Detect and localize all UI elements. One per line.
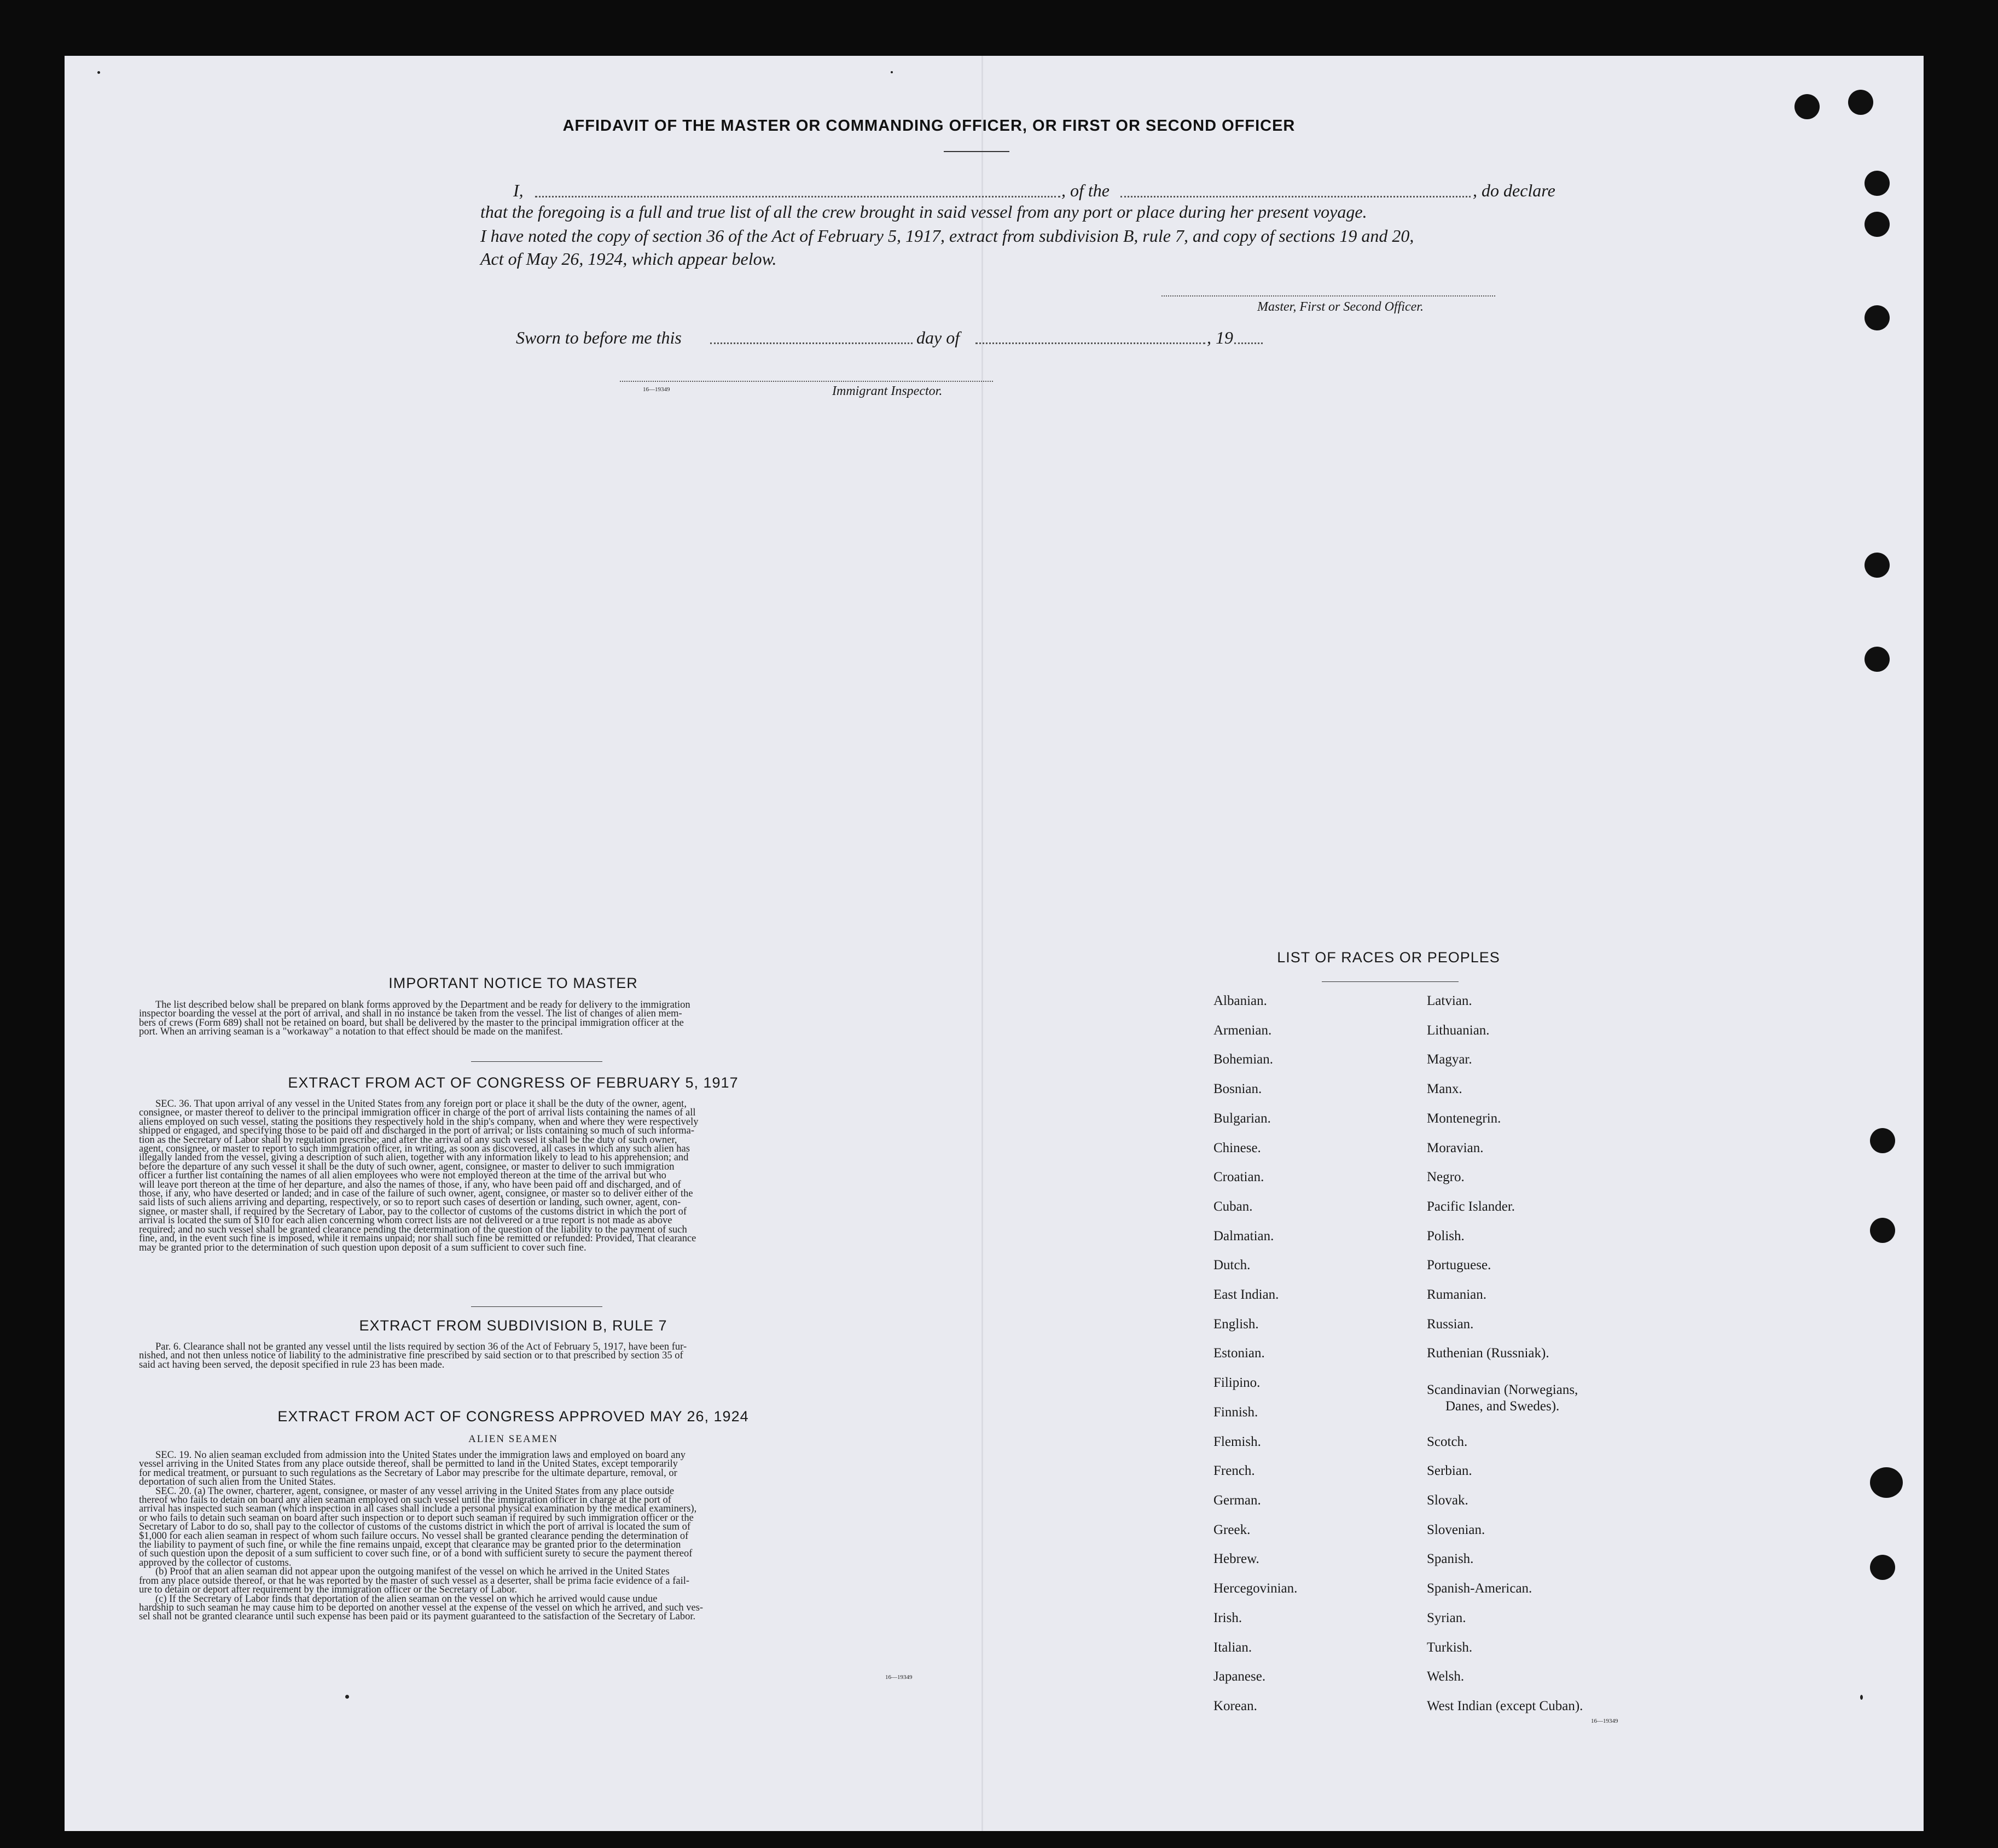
race-left: Bosnian. xyxy=(1213,1082,1262,1096)
scan-speck xyxy=(345,1695,349,1699)
extract-1917-line: SEC. 36. That upon arrival of any vessel in the United States from any foreign port or place it shall be the duty of the owner, agent, xyxy=(155,1099,687,1109)
extract-1917-line: shipped or engaged, and specifying those to be paid off and discharged in the port of arrival; or lists containing so much of such informa- xyxy=(139,1125,695,1137)
extract-rule7-line: nished, and not then unless notice of liability to the administrative fine prescribed by said section or to that prescribed by section 35 of xyxy=(139,1350,683,1362)
race-right: Moravian. xyxy=(1427,1141,1484,1155)
extract-1924-line: for medical treatment, or pursuant to such regulations as the Secretary of Labor may prescribe for the ultimate departure, removal, or xyxy=(139,1467,677,1479)
race-right: Negro. xyxy=(1427,1170,1465,1184)
race-left: Estonian. xyxy=(1213,1346,1265,1361)
races-title: LIST OF RACES OR PEOPLES xyxy=(1277,949,1500,966)
affidavit-line-4: Act of May 26, 1924, which appear below. xyxy=(480,249,777,269)
extract-1917-line: arrival is located the sum of $10 for each alien concerning whom correct lists are not delivered or a true report is not made as above xyxy=(139,1215,672,1227)
race-left: Bulgarian. xyxy=(1213,1111,1271,1126)
extract-1924-title: EXTRACT FROM ACT OF CONGRESS APPROVED MAY 26, 1924 xyxy=(277,1408,749,1425)
binder-hole xyxy=(1865,305,1890,330)
extract-1917-line: fine, and, in the event such fine is imposed, while it remains unpaid; nor shall such fine be remitted or refunded: Provided, That clearance xyxy=(139,1233,696,1245)
race-right: Magyar. xyxy=(1427,1052,1472,1067)
race-left: East Indian. xyxy=(1213,1287,1279,1302)
sworn-month-blank[interactable] xyxy=(975,342,1205,344)
extract-1917-line: said lists of such aliens arriving and departing, respectively, or so to report such cases of desertion or landing, such owner, agent, con- xyxy=(139,1197,681,1208)
extract-1924-line: of such question upon the deposit of a sum sufficient to cover such fine, or of a bond with sufficient surety to secure the payment thereof xyxy=(139,1548,693,1560)
race-right: Montenegrin. xyxy=(1427,1111,1501,1126)
extract-1917-line: consignee, or master thereof to deliver to the principal immigration officer in charge of the port of arrival lists containing the names of all xyxy=(139,1107,696,1119)
extract-1924-line: deportation of such alien from the United States. xyxy=(139,1477,336,1488)
race-left: Albanian. xyxy=(1213,993,1267,1008)
extract-1917-line: illegally landed from the vessel, giving a description of such alien, together with any information likely to lead to his apprehension; and xyxy=(139,1152,689,1164)
extract-1924-line: $1,000 for each alien seaman in respect of whom such failure occurs. No vessel shall be granted clearance pending the determination of xyxy=(139,1530,689,1542)
race-right: Danes, and Swedes). xyxy=(1445,1399,1560,1414)
extract-1917-text xyxy=(139,1100,991,1252)
binder-hole xyxy=(1870,1555,1895,1580)
race-right: West Indian (except Cuban). xyxy=(1427,1699,1583,1713)
binder-hole xyxy=(1870,1218,1895,1243)
binder-hole xyxy=(1865,647,1890,672)
race-right: Slovenian. xyxy=(1427,1522,1485,1537)
extract-1924-line: (b) Proof that an alien seaman did not appear upon the outgoing manifest of the vessel on which he arrived in the United States xyxy=(155,1566,670,1578)
binder-hole xyxy=(1865,171,1890,196)
race-right: Rumanian. xyxy=(1427,1287,1487,1302)
scan-speck xyxy=(1860,1695,1863,1700)
extract-1924-line: vessel arriving in the United States from any place outside thereof, shall be permitted to land in the United States, except temporarily xyxy=(139,1458,678,1470)
notice-line: port. When an arriving seaman is a "workaway" a notation to that effect should be made on the manifest. xyxy=(139,1026,563,1038)
race-right: Manx. xyxy=(1427,1082,1462,1096)
extract-1917-line: aliens employed on such vessel, stating the positions they respectively hold in the ship's company, when and where they were respectively xyxy=(139,1116,699,1128)
extract-1924-form-number: 16—19349 xyxy=(885,1674,913,1681)
affidavit-line-3: I have noted the copy of section 36 of the Act of February 5, 1917, extract from subdivision B, rule 7, and copy of sections 19 and 20, xyxy=(480,226,1414,246)
section-rule xyxy=(471,1061,602,1062)
affidavit-of-the: , of the xyxy=(1061,181,1110,200)
race-right: Slovak. xyxy=(1427,1493,1468,1508)
name-blank[interactable] xyxy=(535,196,1060,197)
extract-1924-line: Secretary of Labor to do so, shall pay to the collector of customs of the customs district in which the port of arrival is located the sum of xyxy=(139,1521,690,1533)
sworn-day-blank[interactable] xyxy=(710,342,913,344)
extract-1917-title: EXTRACT FROM ACT OF CONGRESS OF FEBRUARY 5, 1917 xyxy=(288,1074,739,1091)
binder-hole xyxy=(1870,1467,1903,1498)
race-right: Latvian. xyxy=(1427,993,1472,1008)
binder-hole xyxy=(1865,553,1890,578)
races-form-number: 16—19349 xyxy=(1591,1718,1618,1724)
extract-1924-line: SEC. 19. No alien seaman excluded from admission into the United States under the immigration laws and employed on board any xyxy=(155,1450,686,1461)
extract-1917-line: officer a further list containing the names of all alien employees who were not employed thereon at the time of the arrival but who xyxy=(139,1170,666,1182)
extract-1917-line: required; and no such vessel shall be granted clearance pending the determination of the question of the liability to the payment of such xyxy=(139,1224,687,1235)
race-left: Italian. xyxy=(1213,1640,1252,1655)
binder-hole xyxy=(1865,212,1890,237)
race-right: Polish. xyxy=(1427,1229,1465,1243)
affidavit-do-declare: , do declare xyxy=(1473,181,1555,200)
extract-1917-line: those, if any, who have deserted or landed; and in case of the failure of such owner, agent, consignee, or master so to deliver either of the xyxy=(139,1188,693,1200)
race-right: Russian. xyxy=(1427,1317,1474,1332)
race-right: Pacific Islander. xyxy=(1427,1199,1515,1214)
sworn-text: Sworn to before me this xyxy=(516,328,682,347)
race-right: Spanish. xyxy=(1427,1551,1474,1566)
race-left: Korean. xyxy=(1213,1699,1257,1713)
race-left: Hercegovinian. xyxy=(1213,1581,1298,1596)
year-prefix: , 19 xyxy=(1207,328,1233,347)
binder-hole xyxy=(1794,94,1820,119)
race-left: Flemish. xyxy=(1213,1434,1261,1449)
race-left: Hebrew. xyxy=(1213,1551,1259,1566)
extract-1917-line: signee, or master shall, if required by the Secretary of Labor, pay to the collector of customs of the customs district in which the port of xyxy=(139,1206,687,1217)
race-left: Dalmatian. xyxy=(1213,1229,1274,1243)
race-right: Scandinavian (Norwegians, xyxy=(1427,1382,1578,1397)
extract-1924-line: hardship to such seaman he may cause him to be deported on another vessel at the expense of the vessel on which he arrived, and such ves- xyxy=(139,1602,704,1613)
extract-1924-line: approved by the collector of customs. xyxy=(139,1557,292,1568)
inspector-label: Immigrant Inspector. xyxy=(832,384,943,398)
race-left: English. xyxy=(1213,1317,1259,1332)
race-left: Croatian. xyxy=(1213,1170,1264,1184)
title-rule xyxy=(944,151,1009,152)
extract-1924-line: sel shall not be granted clearance until such expense has been paid or its payment guaranteed to the satisfaction of the Secretary of Labor. xyxy=(139,1611,696,1623)
race-left: Chinese. xyxy=(1213,1141,1261,1155)
extract-1917-line: may be granted prior to the determination of such question upon deposit of a sum sufficient to cover such fine. xyxy=(139,1242,586,1253)
master-signature-line[interactable] xyxy=(1161,295,1495,297)
extract-rule7-line: said act having been served, the deposit specified in rule 23 has been made. xyxy=(139,1359,445,1370)
notice-line: inspector boarding the vessel at the port of arrival, and shall in no instance be taken from the vessel. The list of changes of alien mem- xyxy=(139,1008,682,1020)
race-left: Armenian. xyxy=(1213,1023,1272,1038)
scan-speck xyxy=(97,71,100,74)
race-left: French. xyxy=(1213,1463,1255,1478)
race-left: Japanese. xyxy=(1213,1669,1266,1684)
extract-1917-line: before the departure of any such vessel it shall be the duty of such owner, agent, consignee, or master to deliver to such immigration xyxy=(139,1161,675,1172)
document-sheet xyxy=(65,56,1924,1831)
vessel-blank[interactable] xyxy=(1120,196,1471,197)
race-left: Finnish. xyxy=(1213,1405,1258,1420)
races-rule xyxy=(1322,981,1459,982)
extract-1924-text xyxy=(139,1451,991,1622)
extract-1917-line: will leave port thereon at the time of her departure, and also the names of those, if any, who have been paid off and discharged, and of xyxy=(139,1179,681,1190)
race-left: Greek. xyxy=(1213,1522,1251,1537)
affidavit-i: I, xyxy=(513,181,524,200)
master-label: Master, First or Second Officer. xyxy=(1257,300,1424,314)
race-left: Bohemian. xyxy=(1213,1052,1274,1067)
binder-hole xyxy=(1848,90,1873,115)
race-left: Cuban. xyxy=(1213,1199,1253,1214)
inspector-signature-line[interactable] xyxy=(620,381,993,382)
extract-1924-line: (c) If the Secretary of Labor finds that deportation of the alien seaman on the vessel on which he arrived would cause undue xyxy=(155,1593,658,1605)
extract-rule7-text xyxy=(139,1343,991,1369)
race-right: Ruthenian (Russniak). xyxy=(1427,1346,1549,1361)
race-right: Portuguese. xyxy=(1427,1258,1491,1272)
race-right: Scotch. xyxy=(1427,1434,1468,1449)
extract-rule7-line: Par. 6. Clearance shall not be granted any vessel until the lists required by section 36 of the Act of February 5, 1917, have been fur- xyxy=(155,1341,687,1352)
affidavit-title: AFFIDAVIT OF THE MASTER OR COMMANDING OFFICER, OR FIRST OR SECOND OFFICER xyxy=(562,117,1296,135)
extract-1924-line: from any place outside thereof, or that he was reported by the master of such vessel as a deserter, shall be prima facie evidence of a fail- xyxy=(139,1575,690,1587)
race-right: Welsh. xyxy=(1427,1669,1465,1684)
race-right: Syrian. xyxy=(1427,1611,1466,1625)
race-left: Filipino. xyxy=(1213,1375,1261,1390)
extract-1924-line: the liability to payment of such fine, or while the fine remains unpaid, except that clearance may be granted prior to the determination xyxy=(139,1539,681,1551)
affidavit-form-number: 16—19349 xyxy=(643,386,670,393)
notice-line: bers of crews (Form 689) shall not be retained on board, but shall be delivered by the master to the principal immigration officer at the xyxy=(139,1017,684,1028)
scan-speck xyxy=(891,71,893,73)
notice-title: IMPORTANT NOTICE TO MASTER xyxy=(388,975,638,991)
race-right: Spanish-American. xyxy=(1427,1581,1532,1596)
extract-1924-line: ure to detain or deport after requirement by the immigration officer or the Secretary of Labor. xyxy=(139,1584,518,1596)
extract-1924-line: thereof who fails to detain on board any alien seaman employed on such vessel until the immigration officer in charge at the port of xyxy=(139,1495,671,1506)
race-left: Irish. xyxy=(1213,1611,1242,1625)
race-right: Serbian. xyxy=(1427,1463,1472,1478)
section-rule xyxy=(471,1306,602,1307)
extract-1924-subtitle: ALIEN SEAMEN xyxy=(468,1433,558,1445)
race-left: Dutch. xyxy=(1213,1258,1251,1272)
race-right: Lithuanian. xyxy=(1427,1023,1490,1038)
extract-1917-line: tion as the Secretary of Labor shall by regulation prescribe; and after the arrival of any such vessel it shall be the duty of such owner, xyxy=(139,1134,677,1146)
extract-rule7-title: EXTRACT FROM SUBDIVISION B, RULE 7 xyxy=(359,1317,667,1334)
day-of-text: day of xyxy=(916,328,960,347)
notice-text xyxy=(139,1001,991,1037)
extract-1924-line: or who fails to detain such seaman on board after such inspection or to deport such seaman if required by such immigration officer or the xyxy=(139,1512,694,1524)
extract-1924-line: SEC. 20. (a) The owner, charterer, agent, consignee, or master of any vessel arriving in the United States from any place outside xyxy=(155,1485,675,1497)
affidavit-line-2: that the foregoing is a full and true list of all the crew brought in said vessel from any port or place during her present voyage. xyxy=(480,202,1367,222)
race-right: Turkish. xyxy=(1427,1640,1473,1655)
binder-hole xyxy=(1870,1128,1895,1153)
extract-1924-line: arrival has inspected such seaman (which inspection in all cases shall include a personal physical examination by the medical examiners), xyxy=(139,1503,697,1515)
notice-line: The list described below shall be prepared on blank forms approved by the Department and be ready for delivery to the immigration xyxy=(155,999,690,1010)
sworn-year-blank[interactable] xyxy=(1234,342,1263,344)
extract-1917-line: agent, consignee, or master to report to such immigration officer, in writing, as soon as discovered, all cases in which any such alien has xyxy=(139,1143,690,1155)
race-left: German. xyxy=(1213,1493,1261,1508)
